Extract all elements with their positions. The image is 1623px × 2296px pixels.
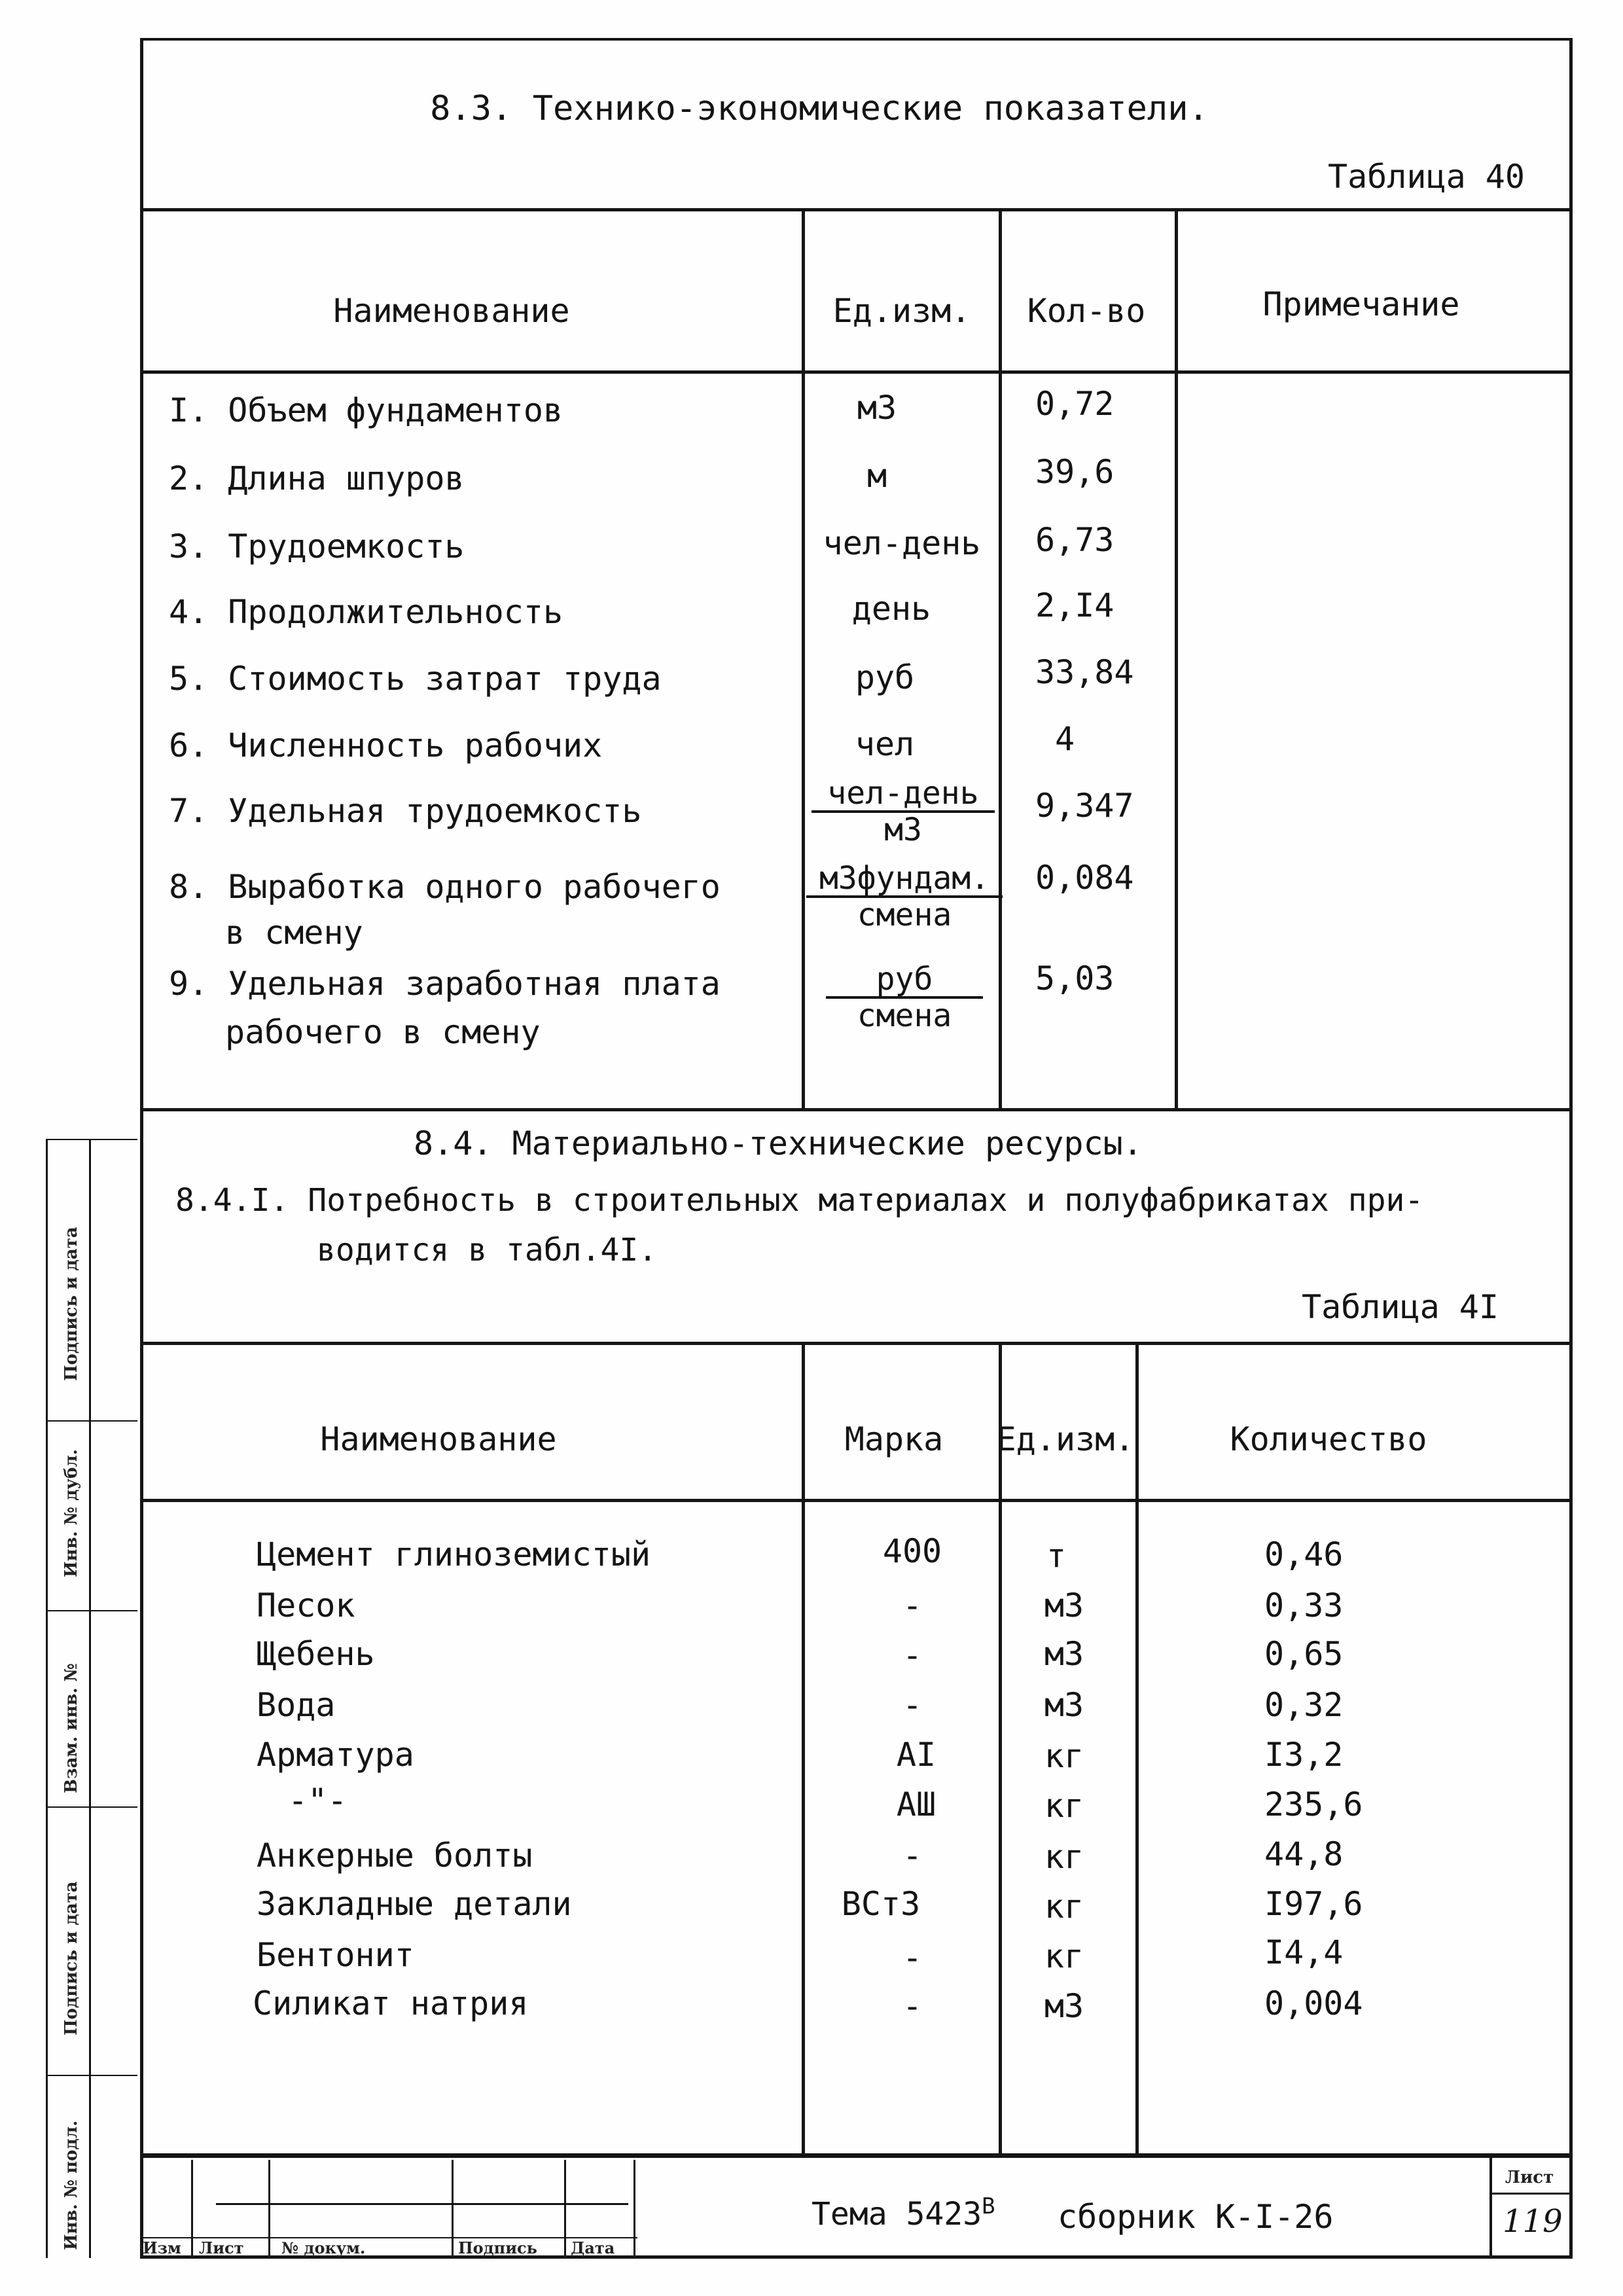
table-41-row-6-unit: кг [1044, 1787, 1084, 1825]
table-41-row-1-qty: 0,46 [1264, 1535, 1344, 1573]
side-stamp-inv-podl: Инв. № подл. [62, 2120, 81, 2250]
side-stamp-rule-4 [46, 1806, 137, 1808]
table-41-row-6-qty: 235,6 [1264, 1785, 1363, 1823]
table-41-row-8-name: Закладные детали [257, 1885, 572, 1923]
table-41-row-8-mark: ВСт3 [841, 1885, 921, 1923]
table-41-top-rule [140, 1342, 1573, 1345]
table-41-row-9-qty: I4,4 [1264, 1933, 1344, 1971]
stamp-grid-line-5 [633, 2160, 635, 2255]
frame-top-border [140, 38, 1573, 41]
table-40-header-unit: Ед.изм. [832, 292, 971, 330]
stamp-grid-line-1 [191, 2160, 193, 2255]
section-84-title: 8.4. Материально-технические ресурсы. [414, 1124, 1143, 1162]
table-41-row-7-unit: кг [1044, 1838, 1084, 1876]
section-83-title: 8.3. Технико-экономические показатели. [430, 89, 1209, 128]
stamp-label-izm: Изм [143, 2238, 181, 2257]
side-stamp-rule-3 [46, 1610, 137, 1611]
table-41-row-3-mark: - [902, 1636, 923, 1674]
table-40-row-3-name: 3. Трудоемкость [169, 528, 465, 565]
table-40-row-7-unit-denominator: м3 [884, 812, 922, 848]
table-40-row-7-unit-numerator: чел-день [812, 778, 995, 813]
table-40-col-divider-1 [802, 209, 805, 1109]
sheet-label: Лист [1505, 2168, 1554, 2187]
table-40-row-9-name-line1: 9. Удельная заработная плата [169, 965, 721, 1003]
table-40-row-7-name: 7. Удельная трудоемкость [169, 792, 642, 830]
table-41-row-5-mark: AI [896, 1736, 936, 1774]
table-40-header-note: Примечание [1262, 285, 1460, 323]
table-40-row-1-unit: м3 [857, 389, 897, 427]
table-40-row-9-name-line2: рабочего в смену [225, 1013, 541, 1051]
table-41-header-unit: Ед.изм. [996, 1420, 1135, 1458]
table-41-row-1-mark: 400 [882, 1532, 942, 1570]
side-stamp-inner-border [89, 1139, 91, 2258]
table-41-row-7-name: Анкерные болты [257, 1837, 533, 1874]
table-40-row-5-qty: 33,84 [1035, 653, 1134, 691]
table-41-header-mark: Марка [844, 1420, 944, 1458]
table-40-row-7-unit-fraction [812, 775, 995, 848]
table-41-row-10-mark: - [902, 1987, 923, 2025]
table-40-header-rule [140, 370, 1573, 374]
table-40-row-5-unit: руб [855, 658, 915, 696]
table-40-row-9-unit-numerator: руб [826, 963, 983, 999]
table-40-header-qty: Кол-во [1027, 292, 1146, 330]
table-41-row-4-mark: - [902, 1686, 923, 1724]
table-40-row-4-name: 4. Продолжительность [169, 593, 563, 631]
table-41-header-name: Наименование [320, 1420, 557, 1458]
table-41-row-9-unit: кг [1044, 1937, 1084, 1975]
table-41-row-3-name: Щебень [257, 1635, 375, 1673]
table-41-col-divider-1 [802, 1343, 805, 2155]
table-41-row-7-qty: 44,8 [1264, 1835, 1344, 1873]
table-40-row-4-unit: день [851, 590, 931, 628]
table-41-row-7-mark: - [902, 1837, 923, 1874]
table-40-row-7-qty: 9,347 [1035, 787, 1134, 825]
table-41-row-9-name: Бентонит [257, 1936, 414, 1974]
table-40-top-rule [140, 208, 1573, 211]
table-40-row-2-unit: м [866, 457, 887, 495]
table-40-row-8-qty: 0,084 [1035, 859, 1134, 897]
footer-tema-text: Тема 5423 [812, 2196, 982, 2233]
stamp-label-signature: Подпись [458, 2238, 537, 2257]
table-40-label: Таблица 40 [1327, 158, 1525, 196]
table-40-row-9-qty: 5,03 [1035, 960, 1115, 997]
side-stamp-rule-2 [46, 1420, 137, 1422]
footer-tema-superscript: В [982, 2193, 995, 2219]
table-41-row-2-qty: 0,33 [1264, 1587, 1344, 1624]
footer-tema [812, 2193, 995, 2233]
side-stamp-podpis-data-1: Подпись и дата [62, 1881, 81, 2036]
side-stamp-rule-1 [46, 1139, 137, 1140]
side-stamp-vzam-inv: Взам. инв. № [62, 1663, 81, 1793]
table-41-row-1-unit: т [1046, 1537, 1067, 1575]
table-41-header-rule [140, 1499, 1573, 1502]
table-41-row-8-qty: I97,6 [1264, 1885, 1363, 1923]
table-41-row-10-name: Силикат натрия [253, 1984, 529, 2022]
table-40-row-8-unit-numerator: м3фундам. [806, 863, 1003, 898]
stamp-grid-line-2 [268, 2160, 270, 2255]
table-40-row-1-qty: 0,72 [1035, 385, 1115, 423]
sheet-number: 119 [1503, 2203, 1563, 2240]
side-stamp-rule-5 [46, 2075, 137, 2076]
stamp-label-list: Лист [199, 2238, 244, 2257]
table-41-header-qty: Количество [1230, 1420, 1427, 1458]
table-40-row-5-name: 5. Стоимость затрат труда [169, 660, 662, 698]
stamp-sheet-rule [1489, 2193, 1571, 2195]
table-40-col-divider-2 [999, 209, 1002, 1109]
table-41-row-4-name: Вода [257, 1686, 336, 1724]
table-41-label: Таблица 4I [1301, 1288, 1499, 1326]
table-40-bottom-rule [140, 1108, 1573, 1111]
table-40-row-8-unit-fraction [806, 860, 1003, 933]
table-40-row-9-unit-fraction [826, 961, 983, 1034]
table-40-header-name: Наименование [333, 292, 570, 330]
side-stamp-podpis-data-2: Подпись и дата [62, 1227, 81, 1381]
table-41-row-5-unit: кг [1044, 1737, 1084, 1775]
table-40-row-2-qty: 39,6 [1035, 453, 1115, 491]
side-stamp-inv-dubl: Инв. № дубл. [62, 1449, 81, 1577]
table-41-row-6-name: -"- [288, 1782, 348, 1820]
table-41-row-5-name: Арматура [257, 1736, 414, 1774]
table-40-col-divider-3 [1175, 209, 1178, 1109]
table-40-row-8-unit-denominator: смена [857, 897, 952, 933]
table-40-row-3-unit: чел-день [823, 524, 981, 562]
table-41-row-1-name: Цемент глиноземистый [257, 1535, 651, 1573]
table-41-row-10-qty: 0,004 [1264, 1984, 1363, 2022]
table-41-row-5-qty: I3,2 [1264, 1736, 1344, 1774]
table-40-row-2-name: 2. Длина шпуров [169, 459, 465, 497]
footer-collection: сборник К-I-26 [1058, 2198, 1334, 2236]
table-41-row-6-mark: AШ [896, 1785, 936, 1823]
table-40-row-6-name: 6. Численность рабочих [169, 726, 603, 764]
table-41-row-8-unit: кг [1044, 1888, 1084, 1926]
table-40-row-1-name: I. Объем фундаментов [169, 391, 563, 429]
table-41-col-divider-3 [1135, 1343, 1139, 2155]
stamp-label-date: Дата [571, 2238, 615, 2257]
stamp-grid-line-4 [564, 2160, 566, 2255]
table-41-row-3-qty: 0,65 [1264, 1635, 1344, 1673]
table-40-row-6-qty: 4 [1055, 720, 1075, 758]
table-40-row-4-qty: 2,I4 [1035, 586, 1115, 624]
table-40-row-9-unit-denominator: смена [857, 997, 952, 1034]
side-stamp-left-border [46, 1139, 48, 2258]
stamp-grid-line-3 [452, 2160, 454, 2255]
table-41-row-2-mark: - [902, 1587, 923, 1624]
table-41-row-3-unit: м3 [1044, 1635, 1084, 1673]
table-41-row-9-mark: - [902, 1939, 923, 1977]
table-41-col-divider-2 [999, 1343, 1002, 2155]
table-40-row-8-name-line1: 8. Выработка одного рабочего [169, 868, 721, 906]
table-41-row-10-unit: м3 [1044, 1987, 1084, 2025]
table-41-row-2-unit: м3 [1044, 1587, 1084, 1624]
stamp-grid-row-rule [216, 2203, 628, 2205]
table-41-row-2-name: Песок [257, 1587, 355, 1624]
stamp-top-rule [140, 2156, 1573, 2158]
table-41-row-4-qty: 0,32 [1264, 1686, 1344, 1724]
table-40-row-8-name-line2: в смену [225, 914, 363, 952]
table-40-row-6-unit: чел [855, 725, 915, 763]
table-40-row-3-qty: 6,73 [1035, 521, 1115, 559]
section-84-paragraph-line1: 8.4.I. Потребность в строительных материалах и полуфабрикатах при- [175, 1182, 1424, 1219]
table-41-row-4-unit: м3 [1044, 1686, 1084, 1724]
stamp-label-doc-number: № докум. [281, 2238, 366, 2257]
stamp-right-divider [1489, 2157, 1492, 2255]
section-84-paragraph-line2: водится в табл.4I. [317, 1232, 658, 1268]
